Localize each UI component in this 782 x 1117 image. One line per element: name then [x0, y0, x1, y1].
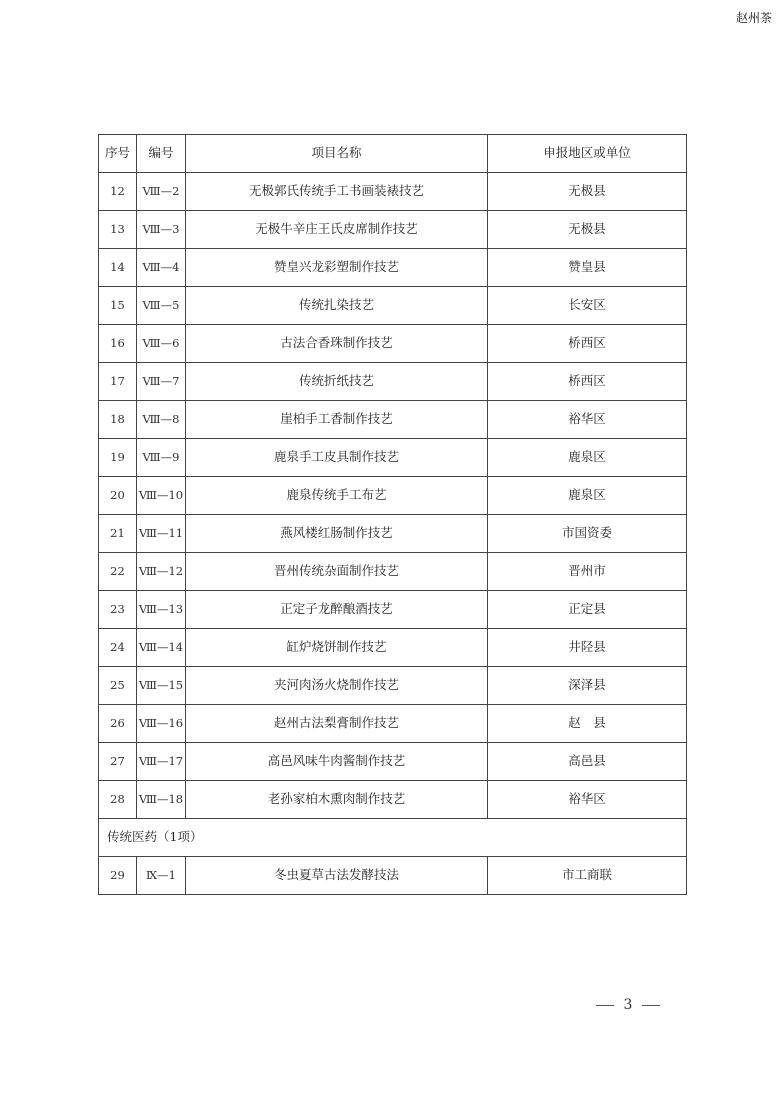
cell-project-name: 夹河肉汤火烧制作技艺 — [186, 667, 488, 705]
dash-right — [642, 1005, 660, 1006]
cell-project-name: 燕风楼红肠制作技艺 — [186, 515, 488, 553]
cell-serial: 15 — [99, 287, 137, 325]
cell-code: Ⅷ—10 — [137, 477, 186, 515]
cell-serial: 19 — [99, 439, 137, 477]
cell-serial: 14 — [99, 249, 137, 287]
table-row — [99, 781, 687, 819]
cell-project-name: 缸炉烧饼制作技艺 — [186, 629, 488, 667]
cell-code: Ⅷ—8 — [137, 401, 186, 439]
header-project-name: 项目名称 — [186, 135, 488, 173]
cell-serial: 26 — [99, 705, 137, 743]
table-row — [99, 515, 687, 553]
cell-project-name: 无极郭氏传统手工书画装裱技艺 — [186, 173, 488, 211]
header-code: 编号 — [137, 135, 186, 173]
cell-region: 井陉县 — [488, 629, 687, 667]
table-row — [99, 325, 687, 363]
cell-code: Ⅷ—16 — [137, 705, 186, 743]
cell-serial: 17 — [99, 363, 137, 401]
table-row — [99, 211, 687, 249]
cell-region: 长安区 — [488, 287, 687, 325]
cell-region: 桥西区 — [488, 325, 687, 363]
cell-region: 正定县 — [488, 591, 687, 629]
cell-project-name: 传统扎染技艺 — [186, 287, 488, 325]
cell-code: Ⅷ—6 — [137, 325, 186, 363]
cell-project-name: 崖柏手工香制作技艺 — [186, 401, 488, 439]
section-label: 传统医药（1项） — [99, 819, 687, 857]
cell-code: Ⅷ—13 — [137, 591, 186, 629]
cell-region: 市工商联 — [488, 857, 687, 895]
dash-left — [596, 1005, 614, 1006]
cell-region: 裕华区 — [488, 401, 687, 439]
cell-region: 鹿泉区 — [488, 439, 687, 477]
table-row — [99, 667, 687, 705]
cell-code: Ⅷ—4 — [137, 249, 186, 287]
header-region: 申报地区或单位 — [488, 135, 687, 173]
cell-code: Ⅷ—18 — [137, 781, 186, 819]
cell-project-name: 无极牛辛庄王氏皮席制作技艺 — [186, 211, 488, 249]
table-row — [99, 439, 687, 477]
cell-project-name: 冬虫夏草古法发酵技法 — [186, 857, 488, 895]
cell-serial: 22 — [99, 553, 137, 591]
cell-serial: 27 — [99, 743, 137, 781]
cell-project-name: 老孙家柏木熏肉制作技艺 — [186, 781, 488, 819]
cell-project-name: 赵州古法梨膏制作技艺 — [186, 705, 488, 743]
table-row — [99, 553, 687, 591]
page-number-value: 3 — [623, 997, 633, 1013]
table-row — [99, 401, 687, 439]
cell-code: Ⅷ—5 — [137, 287, 186, 325]
cell-region: 鹿泉区 — [488, 477, 687, 515]
cell-code: Ⅷ—2 — [137, 173, 186, 211]
cell-region: 赵 县 — [488, 705, 687, 743]
cell-project-name: 高邑风味牛肉酱制作技艺 — [186, 743, 488, 781]
cell-code: Ⅷ—11 — [137, 515, 186, 553]
cell-region: 赞皇县 — [488, 249, 687, 287]
cell-project-name: 赞皇兴龙彩塑制作技艺 — [186, 249, 488, 287]
cell-code: Ⅷ—14 — [137, 629, 186, 667]
table-row — [99, 857, 687, 895]
cell-project-name: 传统折纸技艺 — [186, 363, 488, 401]
cell-code: Ⅷ—15 — [137, 667, 186, 705]
cell-region: 无极县 — [488, 173, 687, 211]
header-serial: 序号 — [99, 135, 137, 173]
table-row — [99, 705, 687, 743]
cell-code: Ⅷ—17 — [137, 743, 186, 781]
cell-code: Ⅷ—3 — [137, 211, 186, 249]
cell-code: Ⅷ—9 — [137, 439, 186, 477]
cell-serial: 28 — [99, 781, 137, 819]
section-row — [99, 819, 687, 857]
table-row — [99, 629, 687, 667]
cell-code: Ⅷ—7 — [137, 363, 186, 401]
cell-serial: 29 — [99, 857, 137, 895]
cell-serial: 24 — [99, 629, 137, 667]
cell-project-name: 鹿泉手工皮具制作技艺 — [186, 439, 488, 477]
cell-serial: 20 — [99, 477, 137, 515]
table-row — [99, 249, 687, 287]
table-row — [99, 287, 687, 325]
cell-serial: 13 — [99, 211, 137, 249]
table-row — [99, 173, 687, 211]
cell-serial: 16 — [99, 325, 137, 363]
cell-project-name: 古法合香珠制作技艺 — [186, 325, 488, 363]
cell-region: 裕华区 — [488, 781, 687, 819]
table-header-row — [99, 135, 687, 173]
table-row — [99, 363, 687, 401]
cell-code: Ⅸ—1 — [137, 857, 186, 895]
cell-serial: 12 — [99, 173, 137, 211]
table-row — [99, 591, 687, 629]
cell-region: 晋州市 — [488, 553, 687, 591]
cell-project-name: 正定子龙醉酿酒技艺 — [186, 591, 488, 629]
heritage-list-table — [98, 134, 687, 895]
cell-serial: 23 — [99, 591, 137, 629]
cell-serial: 25 — [99, 667, 137, 705]
cell-region: 深泽县 — [488, 667, 687, 705]
cell-project-name: 晋州传统杂面制作技艺 — [186, 553, 488, 591]
cell-region: 高邑县 — [488, 743, 687, 781]
cell-region: 市国资委 — [488, 515, 687, 553]
header-corner-text: 赵州茶 — [735, 11, 772, 25]
cell-code: Ⅷ—12 — [137, 553, 186, 591]
table-row — [99, 477, 687, 515]
table-row — [99, 743, 687, 781]
cell-region: 桥西区 — [488, 363, 687, 401]
cell-region: 无极县 — [488, 211, 687, 249]
page-number — [592, 997, 664, 1013]
cell-serial: 18 — [99, 401, 137, 439]
cell-project-name: 鹿泉传统手工布艺 — [186, 477, 488, 515]
cell-serial: 21 — [99, 515, 137, 553]
